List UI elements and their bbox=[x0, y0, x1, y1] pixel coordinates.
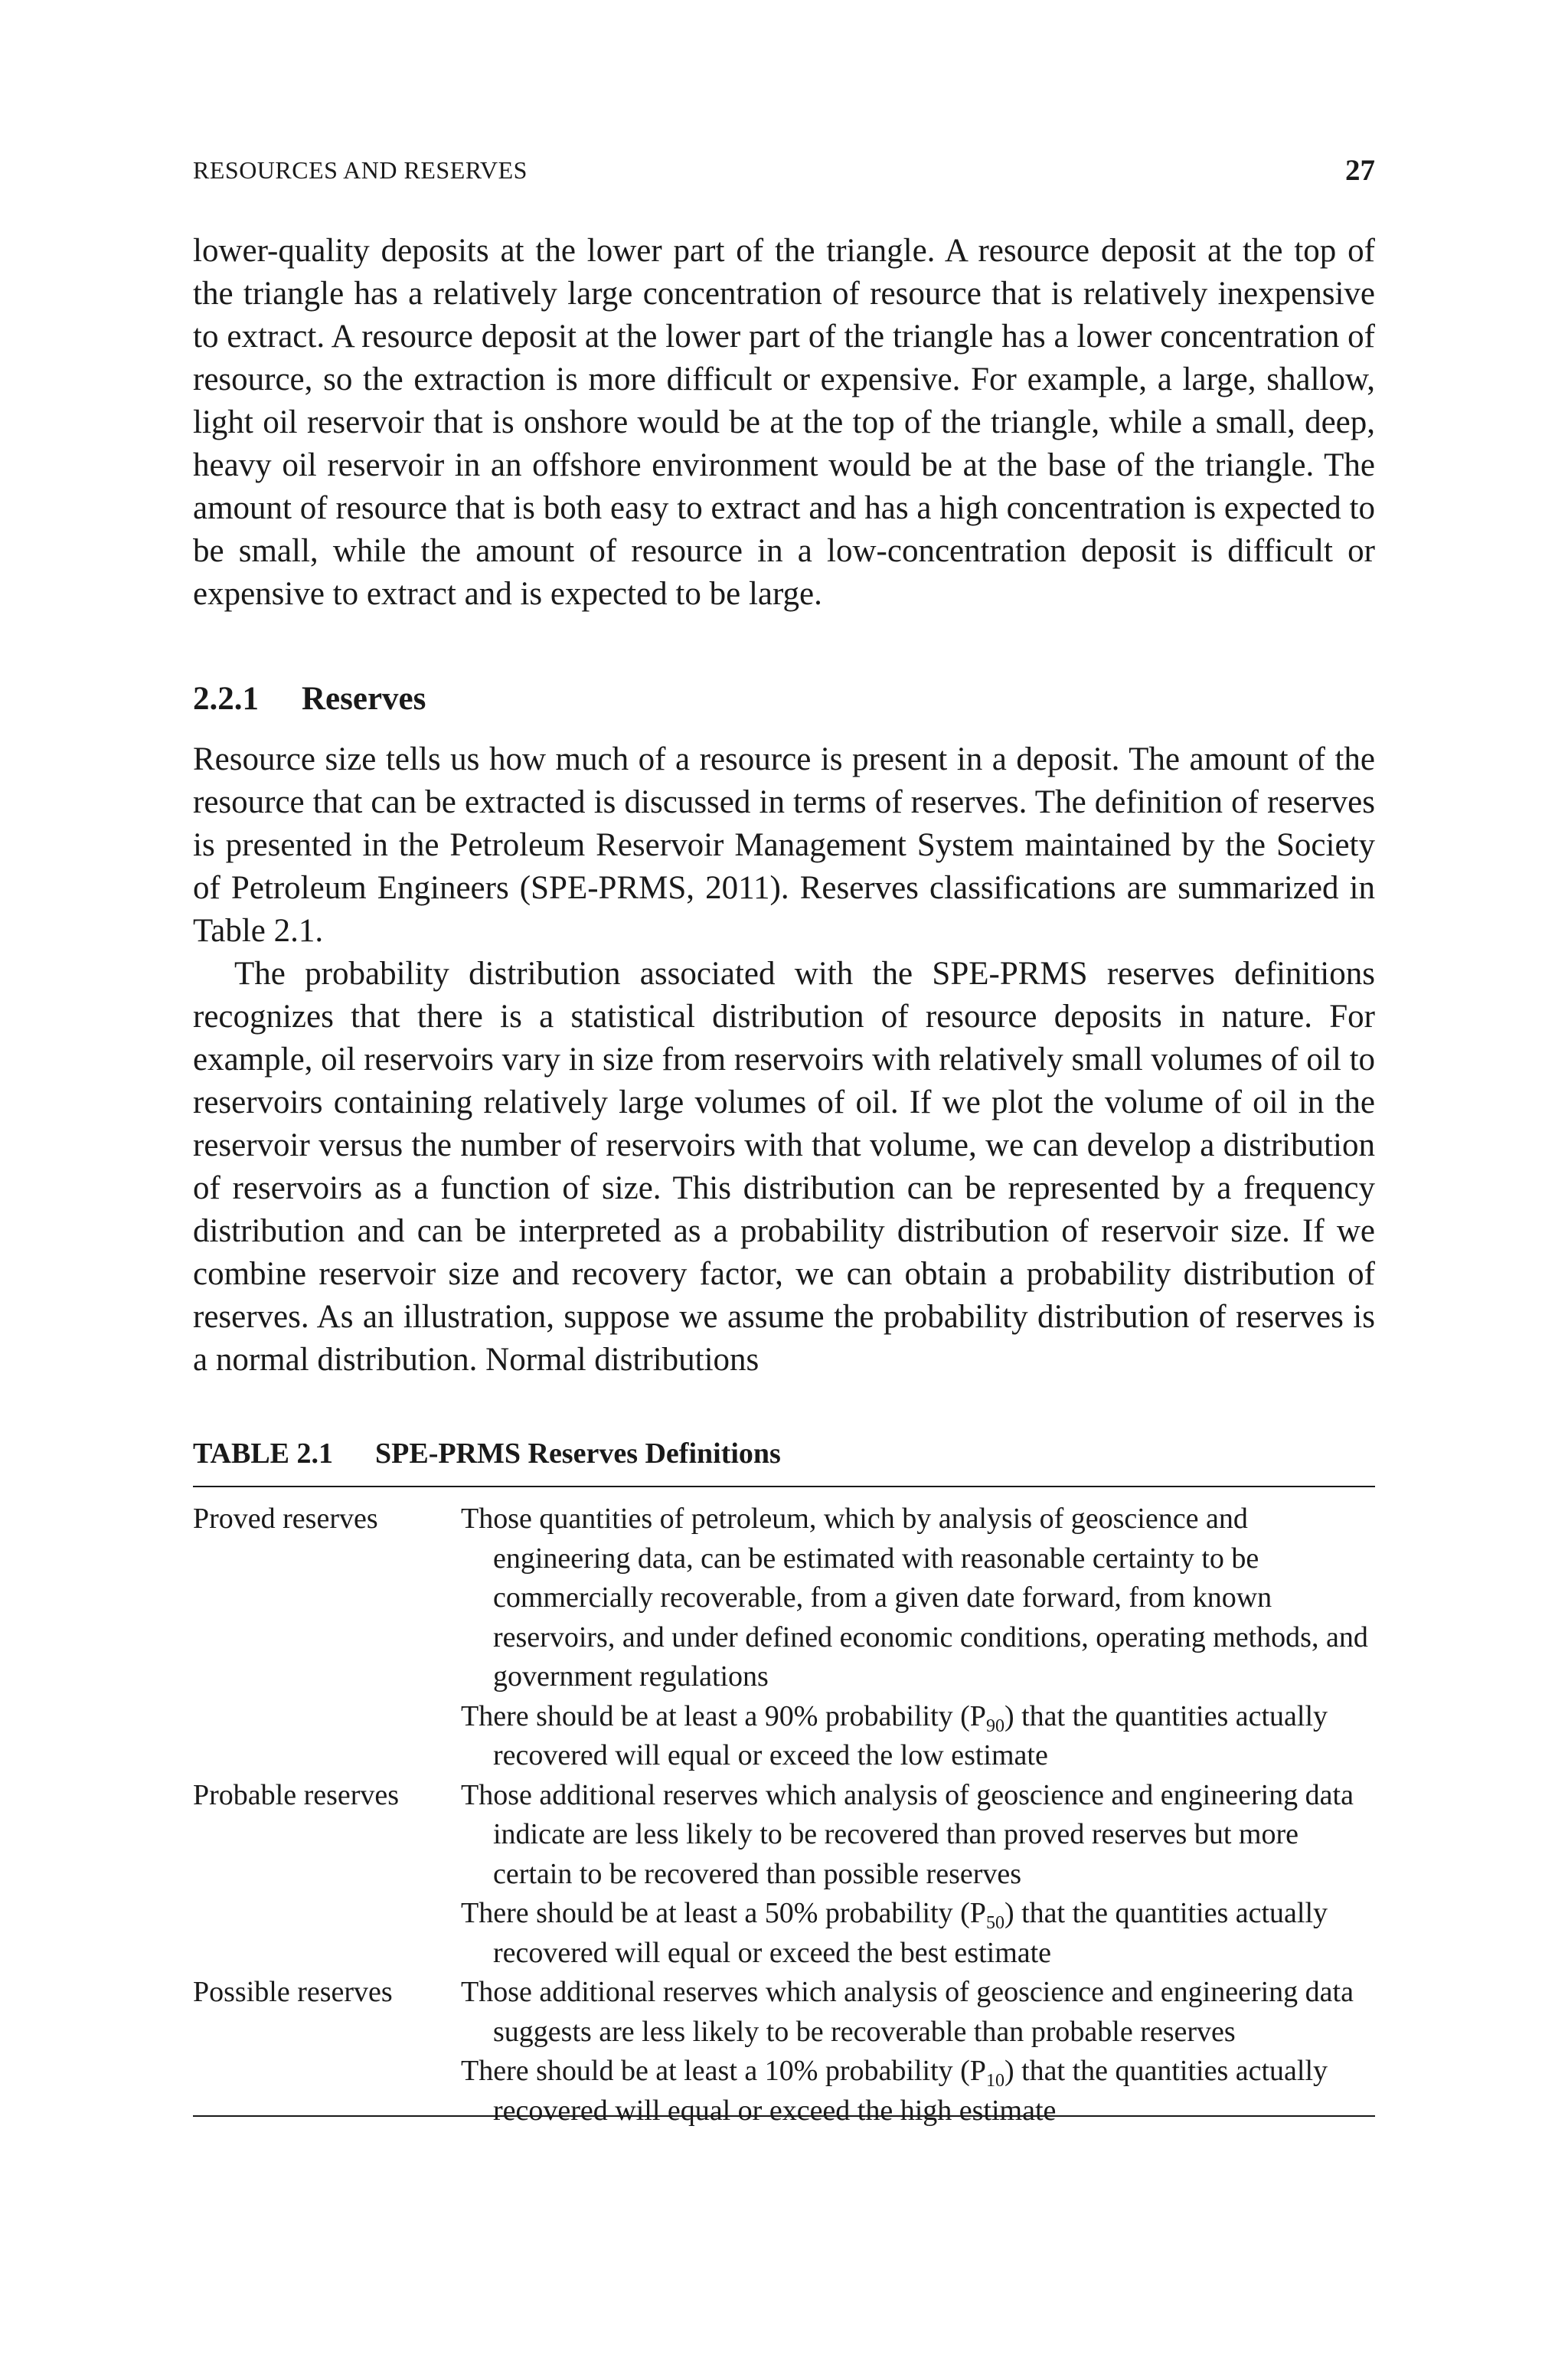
table-caption bbox=[193, 1437, 781, 1470]
definitions-table bbox=[193, 1500, 1375, 2131]
row-definition: Those quantities of petroleum, which by analysis of geoscience and engineering data, can be estimated with reasonable certainty to be commercially recoverable, from a given date forward, from known reservoirs, and under defined economic conditions, operating methods, and government regulations bbox=[461, 1503, 1368, 1693]
row-description bbox=[461, 1500, 1375, 1776]
row-definition: Those additional reserves which analysis of geoscience and engineering data indicate are less likely to be recovered than proved reserves but more certain to be recovered than possible reserves bbox=[461, 1778, 1354, 1890]
row-probability bbox=[461, 1697, 1375, 1776]
probability-text: There should be at least a 50% probability (P bbox=[461, 1897, 986, 1929]
paragraph-text: The probability distribution associated with the SPE-PRMS reserves definitions recognizes that there is a statistical distribution of resource deposits in nature. For example, oil reservoirs vary in size from reservoirs with relatively small volumes of oil to reservoirs containing relatively large volumes of oil. If we plot the volume of oil in the reservoir versus the number of reservoirs with that volume, we can develop a distribution of reservoirs as a function of size. This distribution can be represented by a frequency distribution and can be interpreted as a probability distribution of reservoir size. If we combine reservoir size and recovery factor, we can obtain a probability distribution of reserves. As an illustration, suppose we assume the probability distribution of reserves is a normal distribution. Normal distributions bbox=[193, 956, 1376, 1378]
row-term: Possible reserves bbox=[193, 1976, 393, 2008]
row-description bbox=[461, 1973, 1375, 2131]
probability-subscript: 50 bbox=[985, 1913, 1004, 1933]
table-top-rule bbox=[193, 1486, 1375, 1487]
probability-text: There should be at least a 10% probability (P bbox=[461, 2055, 986, 2087]
probability-text: ) that the quantities actually recovered will equal or exceed the best estimate bbox=[493, 1897, 1328, 1969]
body-paragraph bbox=[193, 738, 1375, 953]
row-probability bbox=[461, 2052, 1375, 2131]
probability-text: ) that the quantities actually recovered will equal or exceed the high estimate bbox=[493, 2055, 1328, 2127]
probability-subscript: 10 bbox=[985, 2071, 1004, 2091]
paragraph-text: lower-quality deposits at the lower part of the triangle. A resource deposit at the top of the triangle has a relatively large concentration of resource that is relatively inexpensive to extract. A resource deposit at the lower part of the triangle has a lower concentration of resource, so the extraction is more difficult or expensive. For example, a large, shallow, light oil reservoir that is onshore would be at the top of the triangle, while a small, deep, heavy oil reservoir in an offshore environment would be at the base of the triangle. The amount of resource that is both easy to extract and has a high concentration is expected to be small, while the amount of resource in a low-concentration deposit is difficult or expensive to extract and is expected to be large. bbox=[193, 233, 1375, 612]
section-title: Reserves bbox=[302, 681, 426, 717]
body-paragraph bbox=[193, 230, 1375, 616]
row-probability bbox=[461, 1894, 1375, 1973]
probability-subscript: 90 bbox=[985, 1715, 1004, 1736]
paragraph-text: Resource size tells us how much of a resource is present in a deposit. The amount of the resource that can be extracted is discussed in terms of reserves. The definition of reserves is presented in the Petroleum Reservoir Management System maintained by the Society of Petroleum Engineers (SPE-PRMS, 2011). Reserves classifications are summarized in Table 2.1. bbox=[193, 741, 1375, 949]
table-label: TABLE 2.1 bbox=[193, 1437, 334, 1470]
row-term: Proved reserves bbox=[193, 1503, 378, 1535]
section-number: 2.2.1 bbox=[193, 681, 259, 717]
table-bottom-rule bbox=[193, 2115, 1375, 2117]
running-head: RESOURCES AND RESERVES bbox=[193, 156, 528, 184]
table-row bbox=[193, 1500, 1375, 1776]
row-definition: Those additional reserves which analysis of geoscience and engineering data suggests are less likely to be recoverable than probable reserves bbox=[461, 1976, 1354, 2048]
table-row bbox=[193, 1776, 1375, 1974]
section-heading bbox=[193, 680, 426, 718]
row-term: Probable reserves bbox=[193, 1778, 400, 1811]
probability-text: ) that the quantities actually recovered will equal or exceed the low estimate bbox=[493, 1699, 1328, 1771]
probability-text: There should be at least a 90% probability (P bbox=[461, 1699, 986, 1732]
page-header bbox=[193, 156, 1375, 196]
page-number: 27 bbox=[1345, 154, 1375, 187]
body-paragraph bbox=[193, 953, 1375, 1382]
table-title: SPE-PRMS Reserves Definitions bbox=[375, 1437, 781, 1470]
table-row bbox=[193, 1973, 1375, 2131]
row-description bbox=[461, 1776, 1375, 1974]
